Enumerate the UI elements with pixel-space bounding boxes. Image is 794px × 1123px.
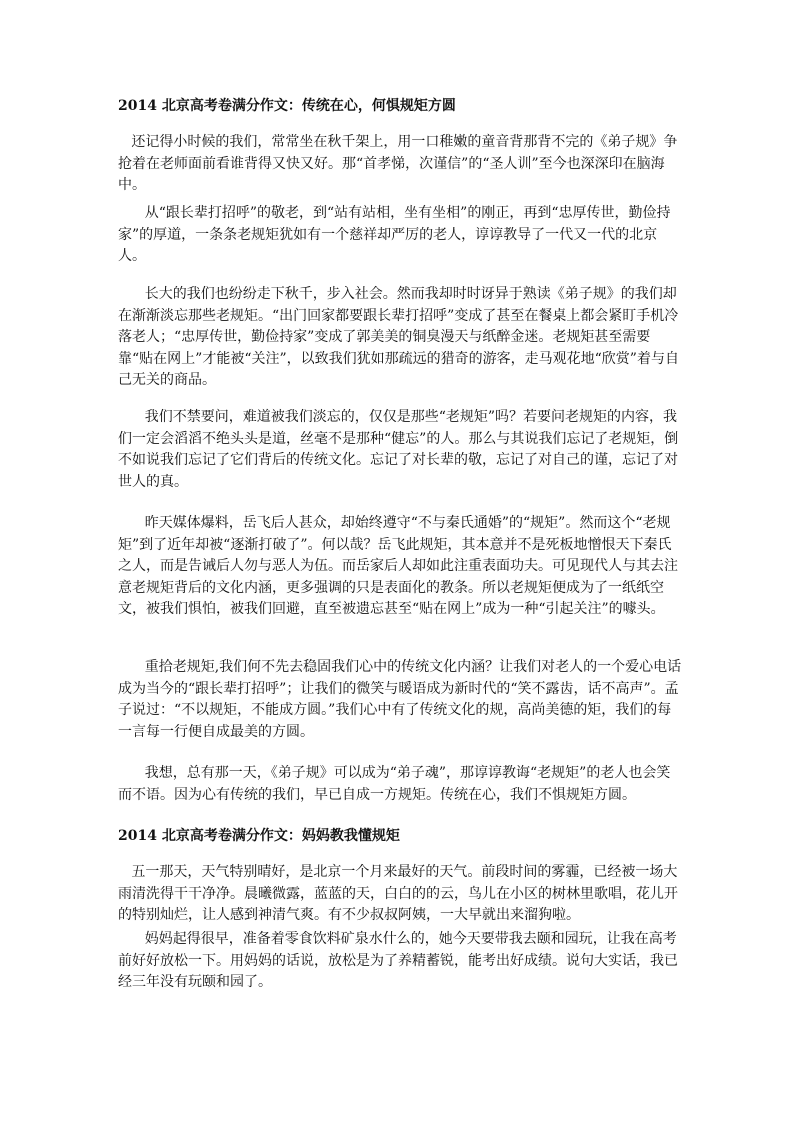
article1-paragraph-3: 长大的我们也纷纷走下秋千，步入社会。然而我却时时讶异于熟读《弟子规》的我们却在渐渐淡忘那些老规矩。“出门回家都要跟长辈打招呼”变成了甚至在餐桌上都会紧盯手机冷落老人；“忠厚传世，勤俭持家”变成了郭美美的铜臭漫天与纸醉金迷。老规矩甚至需要靠“贴在网上”才能被“关注”，以致我们犹如那疏远的猎奇的游客，走马观花地“欣赏”着与自己无关的商品。	[118, 286, 679, 388]
article1-paragraph-6: 重拾老规矩,我们何不先去稳固我们心中的传统文化内涵？让我们对老人的一个爱心电话成为当今的“跟长辈打招呼”；让我们的微笑与暖语成为新时代的“笑不露齿，话不高声”。孟子说过：“不以规矩，不能成方圆。”我们心中有了传统文化的规，高尚美德的矩，我们的每一言每一行便自成最美的方圆。	[118, 659, 682, 740]
article2-title: 2014 北京高考卷满分作文：妈妈教我懂规矩	[118, 828, 400, 844]
article1-title: 2014 北京高考卷满分作文：传统在心，何惧规矩方圆	[118, 98, 456, 114]
article1-paragraph-4: 我们不禁要问，难道被我们淡忘的，仅仅是那些“老规矩”吗？若要问老规矩的内容，我们一定会滔滔不绝头头是道，丝毫不是那种“健忘”的人。那么与其说我们忘记了老规矩，倒不如说我们忘记了它们背后的传统文化。忘记了对长辈的敬，忘记了对自己的谨，忘记了对世人的真。	[118, 409, 679, 490]
article2-paragraph-1: 五一那天，天气特别晴好，是北京一个月来最好的天气。前段时间的雾霾，已经被一场大雨清洗得干干净净。晨曦微露，蓝蓝的天，白白的的云，鸟儿在小区的树林里歌唱，花儿开的特别灿烂，让人感到神清气爽。有不少叔叔阿姨，一大早就出来溜狗啦。	[118, 864, 678, 923]
article1-paragraph-7: 我想，总有那一天，《弟子规》可以成为“弟子魂”，那谆谆教诲“老规矩”的老人也会笑而不语。因为心有传统的我们，早已自成一方规矩。传统在心，我们不惧规矩方圆。	[118, 765, 671, 803]
article2-paragraph-2: 妈妈起得很早，准备着零食饮料矿泉水什么的，她今天要带我去颐和园玩，让我在高考前好好放松一下。用妈妈的话说，放松是为了养精蓄锐，能考出好成绩。说句大实话，我已经三年没有玩颐和园了。	[118, 931, 678, 990]
article1-paragraph-2: 从“跟长辈打招呼”的敬老，到“站有站相，坐有坐相”的刚正，再到“忠厚传世，勤俭持家”的厚道，一条条老规矩犹如有一个慈祥却严厉的老人，谆谆教导了一代又一代的北京人。	[118, 205, 671, 264]
article1-paragraph-1: 还记得小时候的我们，常常坐在秋千架上，用一口稚嫩的童音背那背不完的《弟子规》争抢着在老师面前看谁背得又快又好。那“首孝悌，次谨信”的“圣人训”至今也深深印在脑海中。	[118, 134, 678, 193]
article1-paragraph-5: 昨天媒体爆料，岳飞后人甚众，却始终遵守“不与秦氏通婚”的“规矩”。然而这个“老规矩”到了近年却被“逐渐打破了”。何以哉？岳飞此规矩，其本意并不是死板地憎恨天下秦氏之人，而是告诫后人勿与恶人为伍。而岳家后人却如此注重表面功夫。可见现代人与其去注意老规矩背后的文化内涵，更多强调的只是表面化的教条。所以老规矩便成为了一纸纸空文，被我们惧怕，被我们回避，直至被遗忘甚至“贴在网上”成为一种“引起关注”的噱头。	[118, 515, 678, 617]
